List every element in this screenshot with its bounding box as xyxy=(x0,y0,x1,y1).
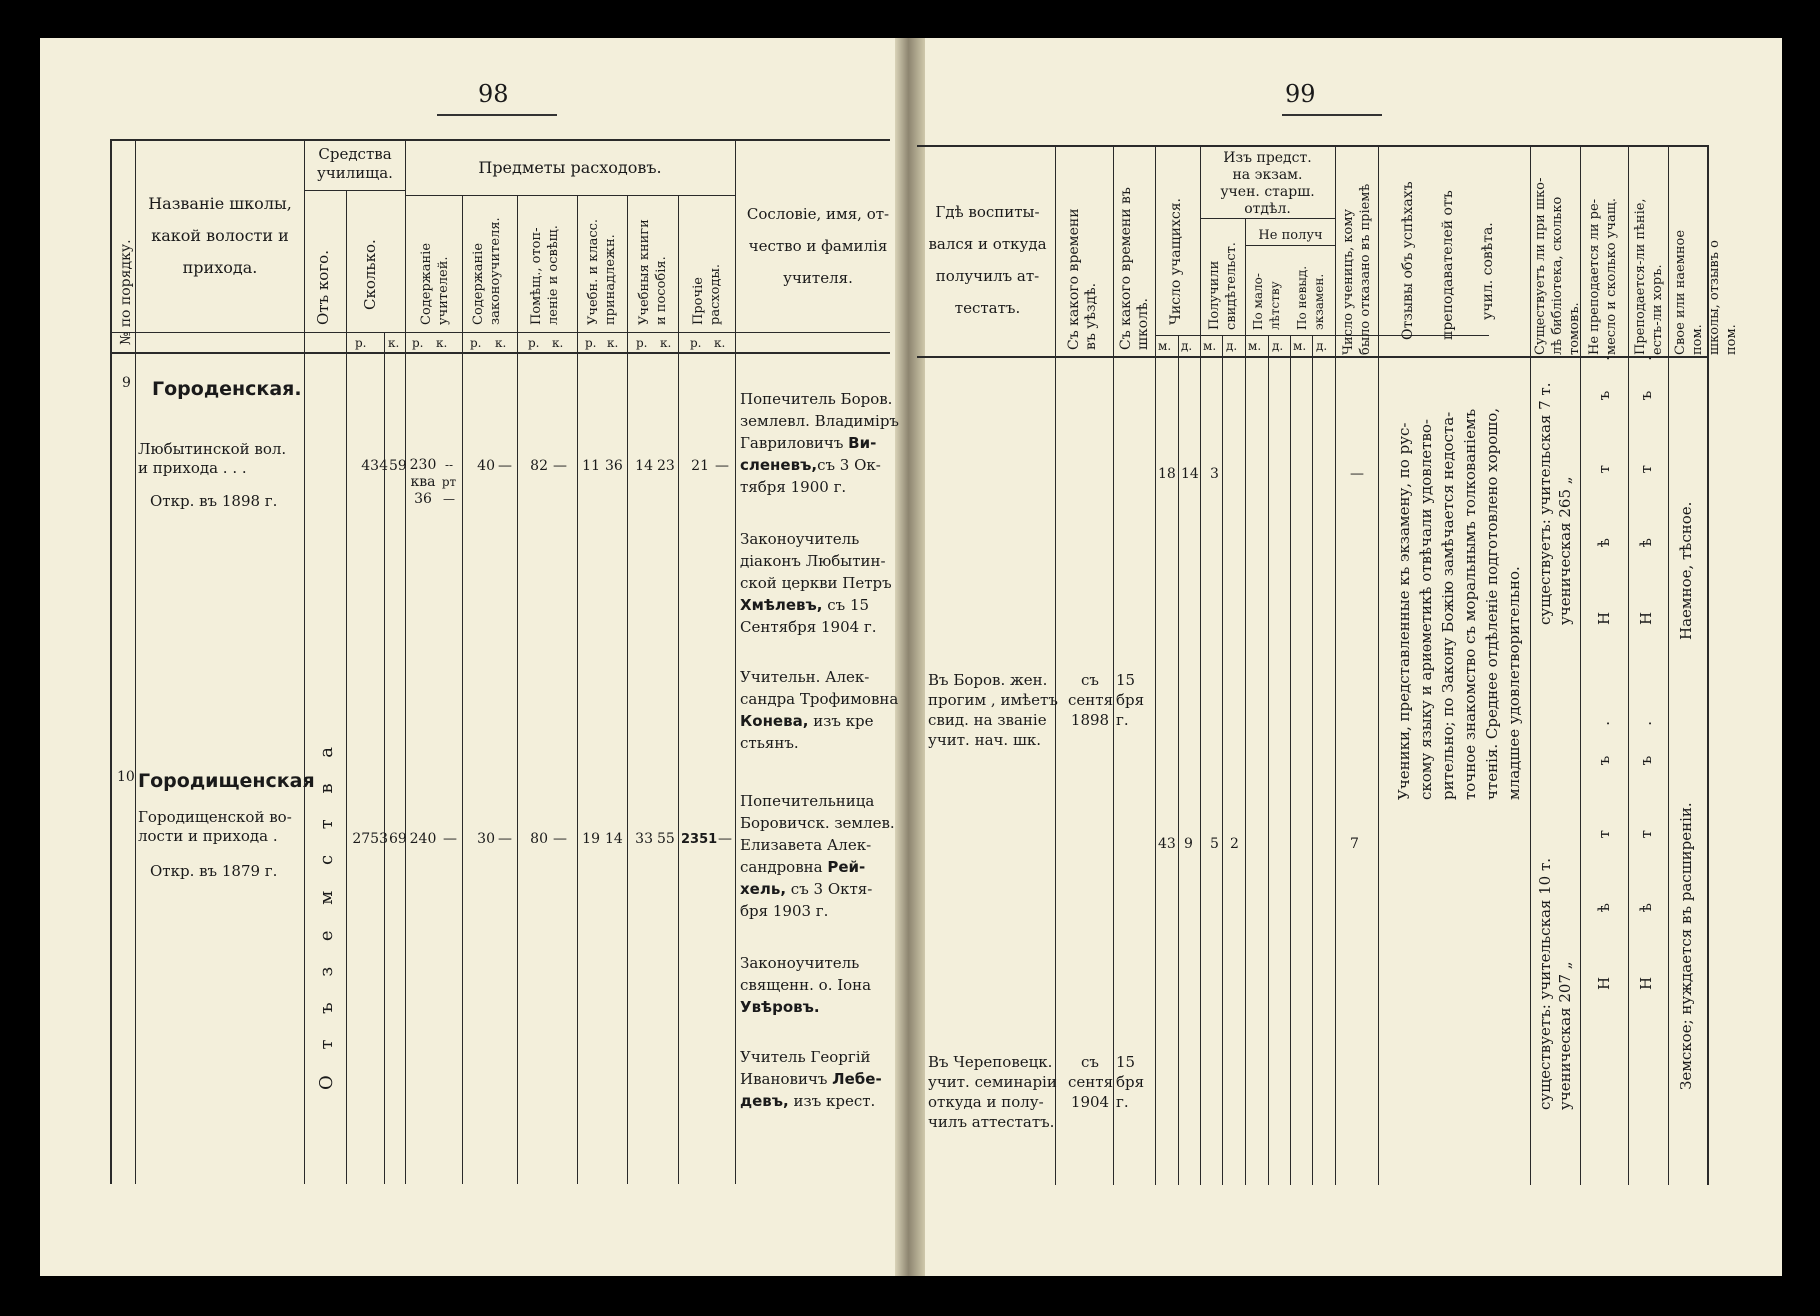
rk-label: к. xyxy=(495,336,507,350)
other-expenses: 2351 xyxy=(681,832,718,847)
supplies-kop: 36 xyxy=(605,458,623,474)
table-border xyxy=(1290,335,1291,1185)
header-teacher: Сословіе, имя, от- чество и фамилія учителя. xyxy=(746,205,890,287)
school-opened: Откр. въ 1879 г. xyxy=(150,862,278,880)
rk-label: р. xyxy=(412,336,424,350)
school-parish: Городищенской во- лости и прихода . xyxy=(138,808,292,845)
since-school: 15 бря г. xyxy=(1116,671,1145,729)
dash: — xyxy=(553,831,567,847)
table-border xyxy=(110,139,890,141)
amount: 434 xyxy=(361,458,388,474)
md-label: д. xyxy=(1272,339,1284,353)
building-row2: Земское; нуждается въ расширеніи. xyxy=(1677,802,1695,1090)
md-label: м. xyxy=(1248,339,1262,353)
table-border xyxy=(627,195,628,1184)
table-border xyxy=(304,139,305,1184)
table-border xyxy=(405,195,735,196)
header-by-age: По мало- лѣтству xyxy=(1251,273,1282,330)
dash: — xyxy=(498,458,512,474)
rk-label: р. xyxy=(585,336,597,350)
dash: — xyxy=(553,458,567,474)
page-number-underline xyxy=(437,114,557,116)
other-expenses: 21 xyxy=(691,458,709,474)
educated-text: Въ Череповецк. учит. семинаріи откуда и полу- чилъ аттестатъ. xyxy=(928,1053,1057,1131)
amount-kop: 69 xyxy=(389,831,407,847)
school-num: 10 xyxy=(117,769,135,785)
table-border xyxy=(1178,335,1179,1185)
dash: — xyxy=(718,831,732,847)
header-got-cert: Получили свидѣтельст. xyxy=(1207,242,1239,330)
header-exam: Изъ предст. на экзам. учен. старш. отдѣл. xyxy=(1220,150,1315,217)
rk-label: р. xyxy=(636,336,648,350)
school-name: Городищенская xyxy=(138,770,315,792)
header-singing: Преподается-ли пѣніе, есть-ли хоръ. xyxy=(1633,198,1665,355)
md-label: м. xyxy=(1158,339,1172,353)
md-label: д. xyxy=(1316,339,1328,353)
school-parish: Любытинской вол. и прихода . . . xyxy=(138,440,287,477)
table-border xyxy=(1268,335,1269,1185)
header-reviews-2: преподавателей отъ xyxy=(1440,190,1456,340)
pupils-m: 18 xyxy=(1158,466,1176,482)
header-exp-other: Прочіе расходы. xyxy=(691,264,723,325)
school-name: Городенская. xyxy=(152,378,302,400)
rk-label: к. xyxy=(607,336,619,350)
header-means: Средства училища. xyxy=(317,145,393,182)
person-teacher: Учительн. Алек- сандра Трофимовна Конева, изъ кре стьянъ. xyxy=(740,668,899,752)
singing-row1: Н ѣ т ъ. xyxy=(1637,325,1655,625)
teachers-pay-kop: -- рт — xyxy=(441,458,457,506)
cert-d: 2 xyxy=(1230,836,1239,852)
table-border xyxy=(1312,335,1313,1185)
rk-label: к. xyxy=(660,336,672,350)
crafts-row2: Н ѣ т ъ. xyxy=(1595,690,1613,990)
table-border xyxy=(1055,145,1056,1185)
header-how-much: Сколько. xyxy=(361,239,379,310)
table-border xyxy=(1668,145,1669,1185)
premises: 82 xyxy=(530,458,548,474)
teachers-pay: 240 xyxy=(409,831,437,847)
header-library: Существуетъ ли при шко- лѣ библіотека, сколько томовъ. xyxy=(1533,177,1582,355)
person-law-teacher: Законоучитель діаконъ Любытин- ской церкви Петръ Хмѣлевъ, съ 15 Сентября 1904 г. xyxy=(740,530,892,636)
person-trustee: Попечительница Боровичск. землев. Елизавета Алек- сандровна Рей- хель, съ 3 Октя- бря 1903 г. xyxy=(740,792,895,920)
rk-label: к. xyxy=(436,336,448,350)
header-exp-books: Учебныя книги и пособія. xyxy=(637,219,669,325)
rk-label: р. xyxy=(470,336,482,350)
page-number-right: 99 xyxy=(1285,80,1316,108)
table-border xyxy=(1245,335,1246,1185)
header-reviews-3: учил. совѣта. xyxy=(1480,222,1496,320)
pupils-d: 14 xyxy=(1181,466,1199,482)
school-num: 9 xyxy=(122,375,131,391)
header-building: Свое или наемное пом. школы, отзывъ о пом. xyxy=(1673,229,1739,355)
header-num: № по порядку. xyxy=(118,239,134,345)
table-border xyxy=(1378,145,1379,1185)
books: 14 xyxy=(635,458,653,474)
header-exp-supplies: Учебн. и класс. принадлежн. xyxy=(586,218,618,325)
md-label: м. xyxy=(1203,339,1217,353)
from-zemstvo-vertical: О т ъ з е м с т в а xyxy=(316,736,337,1090)
table-border xyxy=(346,190,347,1184)
table-border xyxy=(405,139,406,1184)
books: 33 xyxy=(635,831,653,847)
table-border xyxy=(1628,145,1629,1185)
header-school-name: Названіе школы, какой волости и прихода. xyxy=(148,194,292,277)
md-label: м. xyxy=(1293,339,1307,353)
page-number-underline xyxy=(1282,114,1382,116)
rk-label: к. xyxy=(552,336,564,350)
header-not-got: Не получ xyxy=(1258,228,1323,243)
md-label: д. xyxy=(1226,339,1238,353)
rk-label: к. xyxy=(714,336,726,350)
header-since-school: Съ какого времени въ школѣ. xyxy=(1118,187,1151,350)
building-row1: Наемное, тѣсное. xyxy=(1677,501,1695,640)
since-county: съ сентя 1898 xyxy=(1068,671,1114,729)
table-border xyxy=(1155,145,1156,1185)
dash: — xyxy=(715,458,729,474)
educated-text: Въ Боров. жен. прогим , имѣетъ свид. на званіе учит. нач. шк. xyxy=(928,671,1058,749)
header-from-whom: Отъ кого. xyxy=(314,250,332,325)
amount: 2753 xyxy=(352,831,388,847)
header-failed: По невыд. экзамен. xyxy=(1295,265,1326,330)
header-exp-teachers: Содержаніе учителей. xyxy=(419,242,451,325)
table-border xyxy=(1245,245,1335,246)
cert-m: 3 xyxy=(1210,466,1219,482)
page-number-left: 98 xyxy=(478,80,509,108)
table-border xyxy=(462,195,463,1184)
table-border xyxy=(1200,145,1201,1185)
cert-m: 5 xyxy=(1210,836,1219,852)
header-reviews: Отзывы объ успѣхахъ xyxy=(1400,181,1416,340)
supplies: 11 xyxy=(582,458,600,474)
review-text: Ученики, представленные къ экзамену, по рус- скому языку и ариѳметикѣ отвѣчали удовлетво- рительно; по Закону Божію замѣчается недоста- точное знакомство съ моральнымъ толкованіемъ чтенія. Среднее отдѣленіе подготовлено хорошо, младшее удовлетворительно. xyxy=(1395,407,1523,800)
table-border xyxy=(917,145,1709,147)
rk-label: к. xyxy=(388,336,400,350)
library-row2: существуетъ: учительская 10 т. ученическая 207 „ xyxy=(1536,857,1574,1110)
table-border xyxy=(1113,145,1114,1185)
supplies: 19 xyxy=(582,831,600,847)
law-teacher-pay: 30 xyxy=(477,831,495,847)
table-border xyxy=(517,195,518,1184)
singing-row2: Н ѣ т ъ. xyxy=(1637,690,1655,990)
table-border xyxy=(110,139,112,1184)
table-border xyxy=(735,139,736,1184)
rk-label: р. xyxy=(690,336,702,350)
table-border xyxy=(1200,218,1335,219)
supplies-kop: 14 xyxy=(605,831,623,847)
header-refused: Число ученицъ, кому было отказано въ пріемѣ xyxy=(1341,183,1373,355)
pupils-m: 43 xyxy=(1158,836,1176,852)
person-trustee: Попечитель Боров. землевл. Владиміръ Гавриловичъ Ви- сленевъ,съ 3 Ок- тября 1900 г. xyxy=(740,390,899,496)
header-educated: Гдѣ воспиты- вался и откуда получилъ ат- тестатъ. xyxy=(928,203,1047,317)
premises: 80 xyxy=(530,831,548,847)
header-expenses: Предметы расходовъ. xyxy=(478,158,662,177)
table-border xyxy=(577,195,578,1184)
header-pupils: Число учащихся. xyxy=(1168,198,1184,325)
person-teacher: Учитель Георгій Ивановичъ Лебе- девъ, изъ крест. xyxy=(740,1048,882,1110)
school-opened: Откр. въ 1898 г. xyxy=(150,492,278,510)
pupils-d: 9 xyxy=(1184,836,1193,852)
table-border xyxy=(917,356,1709,358)
books-kop: 55 xyxy=(657,831,675,847)
table-border xyxy=(1335,145,1336,1185)
md-label: д. xyxy=(1181,339,1193,353)
header-exp-law: Содержаніе законоучителя. xyxy=(471,217,503,325)
table-border xyxy=(678,195,679,1184)
amount-kop: 59 xyxy=(389,458,407,474)
table-border xyxy=(135,139,136,1184)
table-border xyxy=(110,332,890,333)
rk-label: р. xyxy=(528,336,540,350)
refused-count: 7 xyxy=(1350,836,1359,852)
since-school: 15 бря г. xyxy=(1116,1053,1145,1111)
header-crafts: Не преподается ли ре- месло и сколько учащ. xyxy=(1587,198,1619,355)
table-border xyxy=(1530,145,1531,1185)
teachers-pay: 230 ква 36 xyxy=(409,457,437,507)
dash: — xyxy=(443,831,457,847)
person-law-teacher: Законоучитель священн. о. Іона Увѣровъ. xyxy=(740,954,872,1016)
refused-count: — xyxy=(1350,466,1364,482)
rk-label: р. xyxy=(355,336,367,350)
table-border xyxy=(1155,335,1489,336)
library-row1: существуетъ: учительская 7 т. ученическая 265 „ xyxy=(1536,382,1574,625)
table-border xyxy=(1222,335,1223,1185)
books-kop: 23 xyxy=(657,458,675,474)
since-county: съ сентя 1904 xyxy=(1068,1053,1114,1111)
header-since-county: Съ какого времени въ уѣздѣ. xyxy=(1066,208,1099,350)
dash: — xyxy=(498,831,512,847)
header-exp-premises: Помѣщ., отоп- леніе и освѣщ. xyxy=(529,225,561,325)
crafts-row1: Н ѣ т ъ. xyxy=(1595,325,1613,625)
law-teacher-pay: 40 xyxy=(477,458,495,474)
table-border xyxy=(305,190,405,191)
